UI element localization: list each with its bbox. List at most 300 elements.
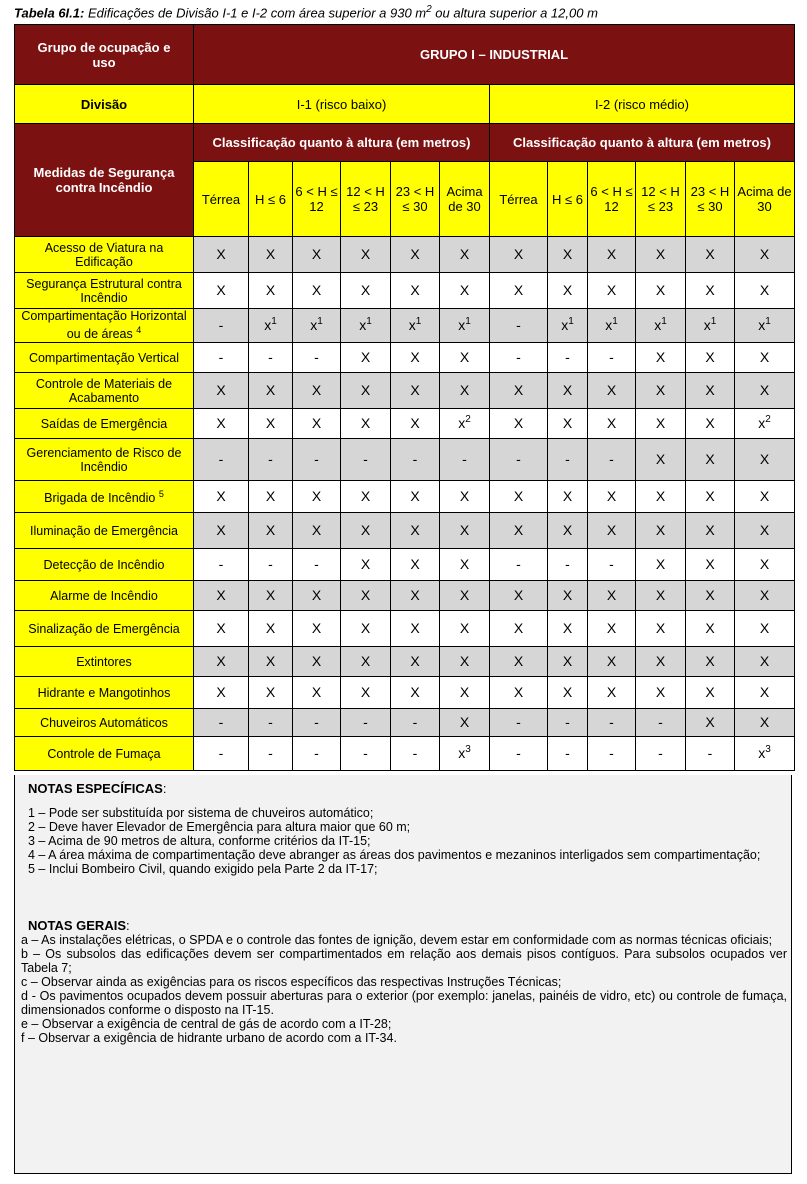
row-label [15, 439, 194, 481]
general-note: a – As instalações elétricas, o SPDA e o controle das fontes de ignição, devem estar em conformidade com as normas técnicas oficiais; [21, 933, 773, 947]
row-label-text: Extintores [76, 654, 132, 669]
requirement-cell: - [588, 549, 636, 581]
requirement-cell: X [490, 677, 548, 709]
caption-text-end: ou altura superior a 12,00 m [431, 5, 598, 21]
requirement-note-ref: 2 [465, 414, 471, 425]
row-label [15, 481, 194, 513]
requirement-cell: X [686, 439, 735, 481]
requirement-cell: - [588, 709, 636, 737]
classificacao-i2: Classificação quanto à altura (em metros) [490, 124, 795, 162]
requirement-cell: - [636, 709, 686, 737]
requirement-note-ref: 1 [317, 316, 323, 327]
row-label-text: Gerenciamento de Risco de Incêndio [26, 445, 182, 474]
general-notes [21, 919, 787, 1045]
requirement-cell: X [490, 237, 548, 273]
requirement-cell: X [249, 273, 293, 309]
requirement-cell: X [686, 549, 735, 581]
caption-superscript: 2 [426, 4, 432, 15]
row-label [15, 677, 194, 709]
requirement-cell: - [293, 737, 341, 771]
requirement-cell: X [293, 611, 341, 647]
requirement-cell: X [341, 549, 391, 581]
row-label-note-ref: 5 [158, 489, 164, 500]
requirement-cell: X [440, 647, 490, 677]
table-row [15, 273, 795, 309]
requirement-cell: X [391, 611, 440, 647]
row-label [15, 273, 194, 309]
requirement-cell: X [588, 677, 636, 709]
requirement-cell: X [588, 481, 636, 513]
requirement-cell: X [735, 647, 795, 677]
requirement-note-ref: 1 [710, 316, 717, 327]
requirement-cell: X [440, 513, 490, 549]
height-col-i1: 6 < H ≤ 12 [293, 162, 341, 237]
requirement-cell: X [588, 611, 636, 647]
table-row [15, 309, 795, 343]
row-label [15, 237, 194, 273]
requirement-cell: X [686, 343, 735, 373]
requirement-cell: - [391, 709, 440, 737]
height-col-i2: 12 < H ≤ 23 [636, 162, 686, 237]
specific-notes-title-text: NOTAS ESPECÍFICAS [28, 781, 163, 796]
requirement-cell: X [440, 237, 490, 273]
requirement-cell: X [490, 409, 548, 439]
requirement-cell: X [341, 481, 391, 513]
requirement-cell: X [548, 647, 588, 677]
requirement-cell: X [341, 273, 391, 309]
specific-note: 4 – A área máxima de compartimentação deve abranger as áreas dos pavimentos e mezaninos interligados sem compartimentação; [28, 848, 761, 862]
requirement-note-ref: 1 [366, 316, 372, 327]
caption-text: Edificações de Divisão I-1 e I-2 com área superior a 930 m [87, 5, 427, 21]
requirement-cell: X [490, 273, 548, 309]
divisao-i2: I-2 (risco médio) [490, 85, 795, 124]
table-row [15, 409, 795, 439]
requirement-cell: - [440, 439, 490, 481]
requirement-cell: X [293, 647, 341, 677]
general-notes-title [21, 919, 787, 933]
requirement-cell: X [440, 677, 490, 709]
requirement-cell: X [440, 581, 490, 611]
requirement-cell [548, 309, 588, 343]
requirement-cell: - [588, 737, 636, 771]
requirement-mark: x [408, 317, 416, 333]
requirement-cell [293, 309, 341, 343]
requirement-cell: - [686, 737, 735, 771]
row-label [15, 737, 194, 771]
requirement-cell: X [249, 581, 293, 611]
general-note: e – Observar a exigência de central de gás de acordo com a IT-28; [21, 1017, 392, 1031]
row-label [15, 647, 194, 677]
requirement-cell: X [391, 647, 440, 677]
table-row [15, 709, 795, 737]
requirement-cell: - [194, 549, 249, 581]
requirement-cell: X [249, 481, 293, 513]
requirement-cell: - [548, 343, 588, 373]
requirement-cell: X [636, 343, 686, 373]
requirement-cell: - [249, 709, 293, 737]
requirement-cell: - [490, 737, 548, 771]
requirement-cell: X [588, 409, 636, 439]
row-label [15, 309, 194, 343]
requirement-cell: X [686, 373, 735, 409]
requirement-cell [636, 309, 686, 343]
requirement-cell: X [293, 237, 341, 273]
requirement-cell: X [588, 581, 636, 611]
requirement-cell [391, 309, 440, 343]
divisao-i1: I-1 (risco baixo) [194, 85, 490, 124]
requirement-cell: - [293, 549, 341, 581]
requirement-cell: X [341, 611, 391, 647]
row-label-text: Acesso de Viatura na Edificação [44, 240, 164, 269]
requirement-mark: x [703, 317, 711, 333]
requirement-mark: x [458, 317, 466, 333]
table-row [15, 481, 795, 513]
requirement-note-ref: 3 [765, 744, 771, 755]
requirement-mark: x [758, 745, 766, 761]
table-row [15, 513, 795, 549]
requirement-cell: X [194, 513, 249, 549]
specific-note: 2 – Deve haver Elevador de Emergência para altura maior que 60 m; [28, 820, 411, 834]
grupo-value: GRUPO I – INDUSTRIAL [194, 25, 795, 85]
requirement-cell: - [548, 549, 588, 581]
requirement-cell: X [735, 439, 795, 481]
row-label-note-ref: 4 [136, 325, 142, 336]
requirement-cell: X [548, 409, 588, 439]
requirement-cell: X [341, 373, 391, 409]
requirement-cell: - [249, 549, 293, 581]
requirement-cell: X [686, 611, 735, 647]
requirement-cell: X [293, 481, 341, 513]
requirement-cell: X [391, 513, 440, 549]
requirement-cell: X [249, 409, 293, 439]
requirement-cell: X [490, 373, 548, 409]
requirement-cell: X [341, 677, 391, 709]
requirement-cell: X [548, 611, 588, 647]
row-label-text: Saídas de Emergência [40, 416, 168, 431]
table-row [15, 611, 795, 647]
row-label [15, 581, 194, 611]
requirement-cell: X [440, 373, 490, 409]
requirement-cell: X [194, 481, 249, 513]
row-label-text: Detecção de Incêndio [43, 557, 165, 572]
requirement-cell: X [735, 237, 795, 273]
grupo-ocupacao-label: Grupo de ocupação e uso [15, 25, 194, 85]
requirement-cell: X [636, 237, 686, 273]
requirement-cell: X [194, 237, 249, 273]
requirement-cell: X [636, 677, 686, 709]
requirement-cell: X [735, 581, 795, 611]
requirement-cell [588, 309, 636, 343]
row-label-text: Hidrante e Mangotinhos [37, 685, 171, 700]
requirement-cell: X [588, 513, 636, 549]
height-col-i2: Térrea [490, 162, 548, 237]
requirement-cell: X [391, 677, 440, 709]
requirement-cell: X [686, 237, 735, 273]
requirement-cell: X [735, 709, 795, 737]
requirement-cell: - [293, 343, 341, 373]
requirement-cell: - [490, 343, 548, 373]
requirement-cell: X [490, 513, 548, 549]
table-row [15, 439, 795, 481]
requirement-cell: X [391, 549, 440, 581]
requirement-cell: X [735, 513, 795, 549]
requirement-cell: X [686, 481, 735, 513]
requirement-cell: - [249, 343, 293, 373]
requirement-cell: X [293, 273, 341, 309]
row-label-text: Segurança Estrutural contra Incêndio [26, 276, 182, 305]
general-note: b – Os subsolos das edificações devem ser compartimentados em relação aos demais pisos contíguos. Para subsolos ocupados ver Tabela 7; [21, 947, 787, 975]
requirement-cell: X [735, 549, 795, 581]
height-col-i1: Térrea [194, 162, 249, 237]
requirement-cell: X [686, 677, 735, 709]
requirement-cell: X [194, 373, 249, 409]
height-col-i1: 12 < H ≤ 23 [341, 162, 391, 237]
requirement-cell: X [636, 273, 686, 309]
requirement-cell: X [440, 481, 490, 513]
requirement-cell [735, 309, 795, 343]
row-label [15, 709, 194, 737]
specific-notes-title [28, 782, 778, 796]
table-row [15, 737, 795, 771]
requirement-cell [735, 409, 795, 439]
specific-notes-list [28, 806, 778, 876]
requirement-cell: X [440, 611, 490, 647]
requirement-cell: - [391, 439, 440, 481]
requirement-cell [440, 409, 490, 439]
requirement-mark: x [605, 317, 613, 333]
requirement-mark: x [264, 317, 272, 333]
table-row [15, 581, 795, 611]
requirement-cell: X [548, 677, 588, 709]
table-row [15, 677, 795, 709]
requirement-cell: X [588, 237, 636, 273]
height-col-i1: 23 < H ≤ 30 [391, 162, 440, 237]
requirement-note-ref: 2 [765, 414, 771, 425]
requirement-cell: X [735, 343, 795, 373]
requirement-cell: X [636, 611, 686, 647]
requirement-cell: X [293, 677, 341, 709]
requirement-cell: X [588, 273, 636, 309]
height-col-i2: Acima de 30 [735, 162, 795, 237]
requirement-cell: X [490, 481, 548, 513]
requirement-cell: - [293, 709, 341, 737]
requirement-cell: X [391, 237, 440, 273]
general-note: c – Observar ainda as exigências para os riscos específicos das respectivas Instruções Técnicas; [21, 975, 562, 989]
requirement-cell: - [548, 709, 588, 737]
divisao-label: Divisão [15, 85, 194, 124]
specific-note: 1 – Pode ser substituída por sistema de chuveiros automático; [28, 806, 374, 820]
requirement-cell: X [194, 677, 249, 709]
height-col-i1: H ≤ 6 [249, 162, 293, 237]
row-label-text: Controle de Materiais de Acabamento [35, 376, 173, 405]
requirement-cell: X [249, 513, 293, 549]
row-label [15, 373, 194, 409]
requirement-cell: - [194, 309, 249, 343]
requirement-mark: x [359, 317, 367, 333]
table-row [15, 237, 795, 273]
requirement-cell: X [194, 273, 249, 309]
height-col-i2: 23 < H ≤ 30 [686, 162, 735, 237]
specific-notes-colon: : [162, 781, 167, 796]
requirement-cell: X [636, 481, 686, 513]
row-label-text: Controle de Fumaça [47, 746, 161, 761]
requirement-cell [249, 309, 293, 343]
requirement-mark: x [758, 317, 766, 333]
requirement-cell: - [391, 737, 440, 771]
requirement-cell: X [341, 237, 391, 273]
requirement-cell: X [440, 549, 490, 581]
requirement-cell: X [391, 581, 440, 611]
requirement-cell: - [588, 439, 636, 481]
requirement-cell: X [391, 273, 440, 309]
notes-panel [14, 775, 792, 1174]
row-label [15, 611, 194, 647]
row-label-text: Alarme de Incêndio [50, 588, 158, 603]
requirement-cell: X [636, 373, 686, 409]
requirement-cell: X [636, 513, 686, 549]
classificacao-i1: Classificação quanto à altura (em metros) [194, 124, 490, 162]
row-label-text: Iluminação de Emergência [30, 523, 178, 538]
requirement-cell: X [636, 647, 686, 677]
row-label-text: Compartimentação Horizontal ou de áreas [21, 309, 187, 342]
requirement-cell [440, 737, 490, 771]
requirement-cell: X [735, 677, 795, 709]
requirement-note-ref: 1 [415, 316, 422, 327]
requirement-cell: X [735, 481, 795, 513]
requirement-cell: X [249, 611, 293, 647]
requirement-cell: - [341, 737, 391, 771]
requirement-mark: x [758, 415, 766, 431]
requirement-cell: X [548, 373, 588, 409]
requirement-cell: X [293, 581, 341, 611]
requirement-cell: - [490, 309, 548, 343]
general-notes-title-text: NOTAS GERAIS [28, 918, 126, 933]
row-label [15, 513, 194, 549]
requirement-cell: X [490, 647, 548, 677]
requirement-cell: X [194, 611, 249, 647]
requirement-note-ref: 1 [465, 316, 471, 327]
requirement-note-ref: 1 [612, 316, 618, 327]
requirement-cell: X [440, 709, 490, 737]
requirement-cell: X [686, 273, 735, 309]
requirement-cell: X [391, 481, 440, 513]
requirement-cell: - [249, 439, 293, 481]
requirement-mark: x [561, 317, 569, 333]
requirement-cell: X [636, 409, 686, 439]
height-col-i2: 6 < H ≤ 12 [588, 162, 636, 237]
requirement-cell: - [341, 439, 391, 481]
table-row [15, 373, 795, 409]
requirement-cell: - [588, 343, 636, 373]
requirement-cell: X [249, 373, 293, 409]
requirement-cell: X [293, 513, 341, 549]
table-body [15, 237, 795, 771]
requirement-cell: X [341, 647, 391, 677]
requirement-cell: - [341, 709, 391, 737]
requirement-note-ref: 1 [661, 316, 667, 327]
row-label-text: Brigada de Incêndio [44, 491, 156, 506]
height-col-i2: H ≤ 6 [548, 162, 588, 237]
requirement-note-ref: 1 [765, 316, 771, 327]
requirement-cell: - [490, 439, 548, 481]
general-notes-colon: : [126, 918, 130, 933]
requirement-cell: X [341, 513, 391, 549]
requirement-cell: X [341, 581, 391, 611]
requirement-cell: X [341, 343, 391, 373]
requirement-cell: X [194, 581, 249, 611]
requirement-cell [341, 309, 391, 343]
requirement-cell: X [735, 611, 795, 647]
row-label-text: Sinalização de Emergência [28, 621, 180, 636]
requirement-cell: X [686, 709, 735, 737]
requirement-cell: X [391, 409, 440, 439]
requirement-cell: X [249, 237, 293, 273]
requirement-cell: X [636, 581, 686, 611]
row-label [15, 343, 194, 373]
requirement-cell: X [293, 409, 341, 439]
specific-note: 5 – Inclui Bombeiro Civil, quando exigido pela Parte 2 da IT-17; [28, 862, 378, 876]
requirement-cell: X [440, 273, 490, 309]
general-note: f – Observar a exigência de hidrante urbano de acordo com a IT-34. [21, 1031, 397, 1045]
requirement-cell: X [440, 343, 490, 373]
requirement-cell: - [194, 439, 249, 481]
requirement-cell: X [548, 513, 588, 549]
requirement-cell: - [548, 439, 588, 481]
requirement-cell: X [490, 581, 548, 611]
requirement-note-ref: 1 [568, 316, 574, 327]
requirement-cell: X [735, 273, 795, 309]
general-note: d - Os pavimentos ocupados devem possuir aberturas para o exterior (por exemplo: janelas, painéis de vidro, etc) ou controle de fumaça, dimensionados conforme o disposto na IT-15. [21, 989, 787, 1017]
row-label [15, 549, 194, 581]
requirement-cell: X [391, 343, 440, 373]
requirement-cell: X [588, 373, 636, 409]
requirement-note-ref: 1 [271, 316, 277, 327]
requirement-cell: X [490, 611, 548, 647]
requirement-cell: X [249, 647, 293, 677]
requirement-cell: X [249, 677, 293, 709]
requirement-cell: X [588, 647, 636, 677]
row-label-text: Compartimentação Vertical [28, 350, 180, 365]
requirement-cell: X [548, 481, 588, 513]
requirement-mark: x [458, 745, 466, 761]
requirement-note-ref: 3 [465, 744, 471, 755]
requirement-cell: X [341, 409, 391, 439]
requirement-cell: X [548, 237, 588, 273]
general-notes-list [21, 933, 787, 1045]
requirement-cell: - [194, 709, 249, 737]
requirement-cell [440, 309, 490, 343]
specific-note: 3 – Acima de 90 metros de altura, conforme critérios da IT-15; [28, 834, 371, 848]
row-label-text: Chuveiros Automáticos [40, 715, 168, 730]
requirement-mark: x [310, 317, 318, 333]
height-col-i1: Acima de 30 [440, 162, 490, 237]
requirement-cell: - [194, 737, 249, 771]
table-row [15, 647, 795, 677]
requirement-cell: X [194, 647, 249, 677]
requirement-cell: - [490, 709, 548, 737]
requirement-cell: X [686, 409, 735, 439]
requirement-mark: x [654, 317, 662, 333]
requirement-cell: - [249, 737, 293, 771]
requirement-cell: X [194, 409, 249, 439]
requirement-cell: - [194, 343, 249, 373]
requirement-cell: - [636, 737, 686, 771]
requirement-mark: x [458, 415, 466, 431]
requirement-cell: - [548, 737, 588, 771]
requirement-cell: X [686, 513, 735, 549]
medidas-label: Medidas de Segurança contra Incêndio [15, 124, 194, 237]
requirement-cell [735, 737, 795, 771]
